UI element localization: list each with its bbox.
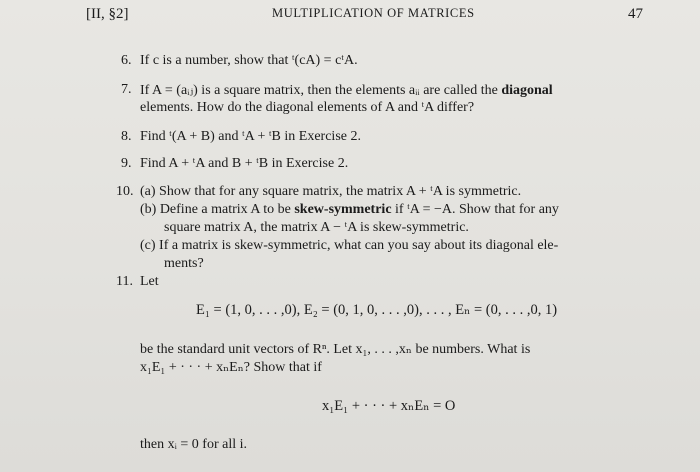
exercise-10-part-c-line-1: (c) If a matrix is skew-symmetric, what can you say about its diagonal ele- bbox=[140, 238, 559, 253]
exercise-11-number: 11. bbox=[116, 274, 133, 289]
exercise-7-number: 7. bbox=[121, 82, 132, 97]
exercise-10-part-b-pre: (b) Define a matrix A to be bbox=[140, 202, 295, 217]
exercise-10-part-b-line-1 bbox=[140, 202, 559, 218]
exercise-6-text: If c is a number, show that ᵗ(cA) = cᵗA. bbox=[140, 53, 358, 68]
page-number: 47 bbox=[628, 6, 643, 22]
exercise-9-text: Find A + ᵗA and B + ᵗB in Exercise 2. bbox=[140, 156, 349, 171]
section-reference: [II, §2] bbox=[86, 6, 129, 22]
exercise-11-paragraph-line-2: x₁E₁ + · · · + xₙEₙ? Show that if bbox=[140, 360, 322, 375]
term-skew-symmetric: skew-symmetric bbox=[294, 202, 392, 217]
exercise-6-number: 6. bbox=[121, 53, 132, 68]
exercise-10-part-c-line-2: ments? bbox=[164, 256, 204, 271]
exercise-7-line-1-text: If A = (aᵢⱼ) is a square matrix, then the elements aᵢᵢ are called the bbox=[140, 83, 502, 98]
exercise-7-line-2: elements. How do the diagonal elements of A and ᵗA differ? bbox=[140, 100, 475, 115]
term-diagonal: diagonal bbox=[501, 83, 553, 98]
exercise-10-part-b-line-2: square matrix A, the matrix A − ᵗA is skew-symmetric. bbox=[164, 220, 469, 235]
unit-vectors-display: E₁ = (1, 0, . . . ,0), E₂ = (0, 1, 0, . . . ,0), . . . , Eₙ = (0, . . . ,0, 1) bbox=[196, 302, 558, 318]
exercise-11-let: Let bbox=[140, 274, 159, 289]
exercise-10-part-a: (a) Show that for any square matrix, the matrix A + ᵗA is symmetric. bbox=[140, 184, 522, 199]
exercise-8-text: Find ᵗ(A + B) and ᵗA + ᵗB in Exercise 2. bbox=[140, 129, 361, 144]
exercise-10-part-b-post: if ᵗA = −A. Show that for any bbox=[391, 202, 559, 217]
exercise-11-conclusion: then xᵢ = 0 for all i. bbox=[140, 437, 247, 452]
exercise-11-paragraph-line-1: be the standard unit vectors of Rⁿ. Let x₁, . . . ,xₙ be numbers. What is bbox=[140, 342, 531, 357]
exercise-8-number: 8. bbox=[121, 129, 132, 144]
exercise-9-number: 9. bbox=[121, 156, 132, 171]
linear-combination-equation: x₁E₁ + · · · + xₙEₙ = O bbox=[322, 398, 456, 414]
exercise-10-number: 10. bbox=[116, 184, 134, 199]
page-running-title: MULTIPLICATION OF MATRICES bbox=[272, 6, 475, 20]
exercise-7-line-1 bbox=[140, 82, 553, 99]
